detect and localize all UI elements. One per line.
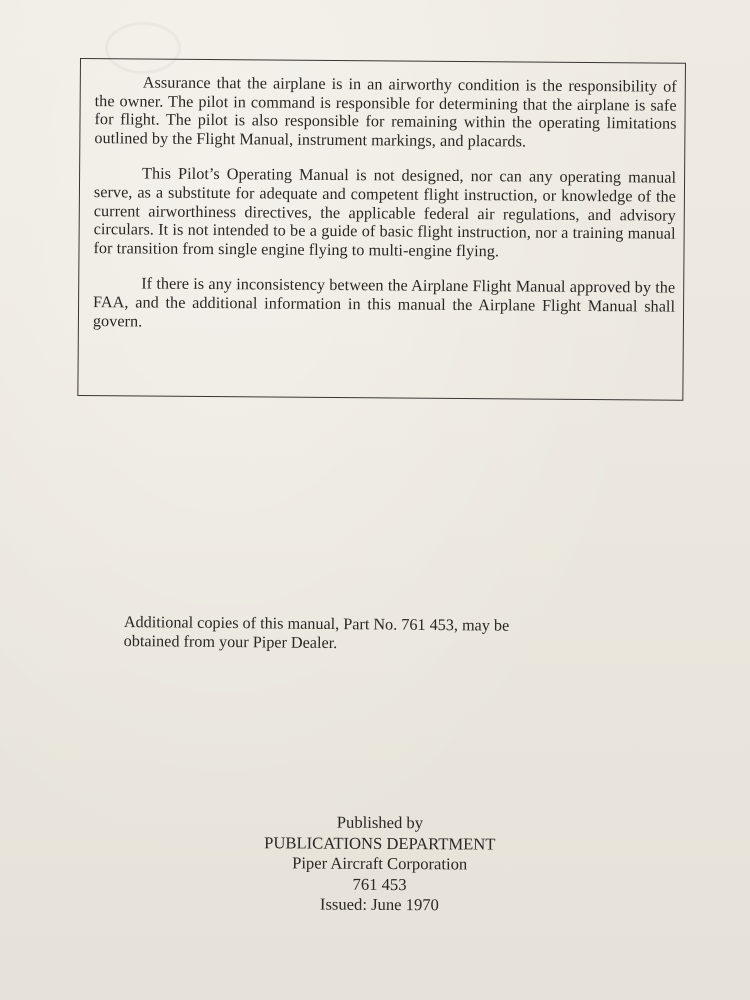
publication-number: 761 453 [352, 874, 407, 894]
notice-paragraph-airworthiness-text: Assurance that the airplane is in an airworthy condition is the responsibility of the owner. The pilot in command is responsible for determining that the airplane is safe for flight. The pilot is also responsible for remaining within the operating limitations outlined by the Flight Manual, instrument markings, and placards. [94, 73, 677, 151]
publisher-block [229, 812, 530, 916]
notice-paragraph-airworthiness [94, 73, 677, 152]
company-name: Piper Aircraft Corporation [292, 853, 468, 874]
notice-paragraph-not-substitute [93, 164, 676, 262]
additional-copies-line-1: Additional copies of this manual, Part No. 761 453, may be [123, 613, 510, 635]
notice-paragraph-not-substitute-text: This Pilot’s Operating Manual is not designed, nor can any operating manual serve, as a substitute for adequate and competent flight instruction, or knowledge of the current airworthiness directives, the applicable federal air regulations, and advisory circulars. It is not intended to be a guide of basic flight instruction, nor a training manual for transition from single engine flying to multi-engine flying. [93, 164, 677, 261]
notice-paragraph-inconsistency [93, 274, 675, 334]
publications-department: PUBLICATIONS DEPARTMENT [264, 832, 496, 854]
additional-copies-note [124, 613, 644, 656]
issue-date: Issued: June 1970 [319, 894, 439, 915]
responsibility-notice-box [77, 58, 686, 401]
additional-copies-line-2: obtained from your Piper Dealer. [123, 631, 338, 653]
published-by-label: Published by [336, 812, 424, 833]
notice-paragraph-inconsistency-text: If there is any inconsistency between the Airplane Flight Manual approved by the FAA, and the additional information in this manual the Airplane Flight Manual shall govern. [92, 274, 676, 331]
